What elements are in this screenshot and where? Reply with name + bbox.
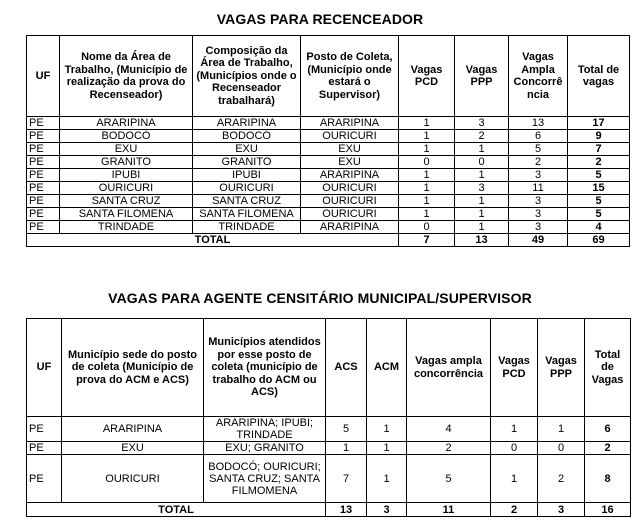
cell-ppp: 1 — [455, 208, 509, 221]
cell-area: TRINDADE — [60, 221, 193, 234]
header-vagas-ppp: Vagas PPP — [455, 36, 509, 117]
cell-ampla: 6 — [509, 130, 568, 143]
cell-acm: 1 — [367, 442, 407, 455]
cell-composicao: IPUBI — [193, 169, 301, 182]
cell-uf: PE — [27, 221, 60, 234]
cell-ampla: 4 — [407, 417, 491, 442]
cell-pcd: 1 — [399, 169, 455, 182]
recenseador-table — [26, 35, 630, 247]
cell-uf: PE — [27, 130, 60, 143]
table-row — [27, 182, 630, 195]
cell-uf: PE — [27, 156, 60, 169]
header-municipio-sede: Município sede do posto de coleta (Município de prova do ACM e ACS) — [62, 319, 204, 417]
total-pcd: 7 — [399, 234, 455, 247]
cell-posto: OURICURI — [301, 208, 399, 221]
header-area-trabalho: Nome da Área de Trabalho, (Município de realização da prova do Recenseador) — [60, 36, 193, 117]
total-label: TOTAL — [27, 503, 326, 517]
cell-total: 7 — [568, 143, 630, 156]
cell-total: 6 — [585, 417, 631, 442]
cell-uf: PE — [27, 182, 60, 195]
total-row — [27, 234, 630, 247]
header-uf: UF — [27, 319, 62, 417]
cell-area: IPUBI — [60, 169, 193, 182]
cell-uf: PE — [27, 208, 60, 221]
section2-title: VAGAS PARA AGENTE CENSITÁRIO MUNICIPAL/SUPERVISOR — [108, 290, 532, 306]
header-total-vagas: Total de vagas — [568, 36, 630, 117]
cell-uf: PE — [27, 143, 60, 156]
agente-censitario-table — [26, 318, 631, 517]
header-acs: ACS — [326, 319, 367, 417]
cell-composicao: OURICURI — [193, 182, 301, 195]
cell-posto: ARARIPINA — [301, 117, 399, 130]
header-total-vagas: Total de Vagas — [585, 319, 631, 417]
cell-ampla: 3 — [509, 208, 568, 221]
cell-ampla: 3 — [509, 169, 568, 182]
cell-ampla: 11 — [509, 182, 568, 195]
cell-ppp: 1 — [455, 195, 509, 208]
section1-title: VAGAS PARA RECENCEADOR — [216, 11, 424, 27]
header-posto-coleta: Posto de Coleta, (Município onde estará o Supervisor) — [301, 36, 399, 117]
table-row — [27, 417, 631, 442]
cell-composicao: EXU — [193, 143, 301, 156]
table-row — [27, 208, 630, 221]
table-header-row — [27, 36, 630, 117]
cell-area: ARARIPINA — [60, 117, 193, 130]
cell-posto: ARARIPINA — [301, 169, 399, 182]
cell-area: SANTA FILOMENA — [60, 208, 193, 221]
total-row — [27, 503, 631, 517]
cell-ppp: 1 — [455, 221, 509, 234]
table-row — [27, 130, 630, 143]
cell-total: 15 — [568, 182, 630, 195]
cell-pcd: 1 — [491, 455, 538, 503]
cell-total: 5 — [568, 208, 630, 221]
cell-ppp: 2 — [455, 130, 509, 143]
table-row — [27, 221, 630, 234]
total-vagas: 16 — [585, 503, 631, 517]
cell-acs: 7 — [326, 455, 367, 503]
cell-municipios-atendidos: ARARIPINA; IPUBI; TRINDADE — [204, 417, 326, 442]
cell-ppp: 1 — [455, 169, 509, 182]
cell-posto: OURICURI — [301, 130, 399, 143]
cell-posto: OURICURI — [301, 195, 399, 208]
cell-acm: 1 — [367, 417, 407, 442]
header-composicao: Composição da Área de Trabalho, (Municípios onde o Recenseador trabalhará) — [193, 36, 301, 117]
table-row — [27, 156, 630, 169]
total-ppp: 13 — [455, 234, 509, 247]
header-acm: ACM — [367, 319, 407, 417]
cell-municipio-sede: OURICURI — [62, 455, 204, 503]
cell-uf: PE — [27, 442, 62, 455]
cell-municipios-atendidos: EXU; GRANITO — [204, 442, 326, 455]
cell-ampla: 3 — [509, 195, 568, 208]
header-vagas-ampla: Vagas Ampla Concorrê ncia — [509, 36, 568, 117]
cell-ppp: 0 — [538, 442, 585, 455]
cell-composicao: BODOCÓ — [193, 130, 301, 143]
cell-ppp: 1 — [538, 417, 585, 442]
table-row — [27, 117, 630, 130]
cell-ampla: 5 — [509, 143, 568, 156]
total-ampla: 11 — [407, 503, 491, 517]
cell-total: 8 — [585, 455, 631, 503]
table-row — [27, 442, 631, 455]
header-vagas-pcd: Vagas PCD — [491, 319, 538, 417]
cell-composicao: SANTA CRUZ — [193, 195, 301, 208]
cell-ampla: 2 — [509, 156, 568, 169]
cell-posto: EXU — [301, 156, 399, 169]
total-acs: 13 — [326, 503, 367, 517]
cell-ampla: 13 — [509, 117, 568, 130]
cell-pcd: 1 — [399, 195, 455, 208]
cell-pcd: 1 — [399, 143, 455, 156]
cell-pcd: 0 — [491, 442, 538, 455]
cell-pcd: 0 — [399, 221, 455, 234]
total-label: TOTAL — [27, 234, 399, 247]
cell-uf: PE — [27, 455, 62, 503]
cell-composicao: GRANITO — [193, 156, 301, 169]
cell-municipio-sede: ARARIPINA — [62, 417, 204, 442]
cell-uf: PE — [27, 169, 60, 182]
table-row — [27, 169, 630, 182]
cell-municipio-sede: EXU — [62, 442, 204, 455]
total-acm: 3 — [367, 503, 407, 517]
total-vagas: 69 — [568, 234, 630, 247]
cell-uf: PE — [27, 195, 60, 208]
table-row — [27, 455, 631, 503]
header-vagas-ampla: Vagas ampla concorrência — [407, 319, 491, 417]
cell-uf: PE — [27, 417, 62, 442]
cell-municipios-atendidos: BODOCÓ; OURICURI; SANTA CRUZ; SANTA FILMOMENA — [204, 455, 326, 503]
cell-area: EXU — [60, 143, 193, 156]
cell-area: SANTA CRUZ — [60, 195, 193, 208]
cell-area: GRANITO — [60, 156, 193, 169]
table-row — [27, 195, 630, 208]
cell-total: 2 — [585, 442, 631, 455]
cell-pcd: 1 — [399, 208, 455, 221]
header-vagas-pcd: Vagas PCD — [399, 36, 455, 117]
cell-total: 2 — [568, 156, 630, 169]
table-row — [27, 143, 630, 156]
cell-area: OURICURI — [60, 182, 193, 195]
header-municipios-atendidos: Municípios atendidos por esse posto de coleta (município de trabalho do ACM ou ACS) — [204, 319, 326, 417]
cell-acs: 5 — [326, 417, 367, 442]
cell-posto: EXU — [301, 143, 399, 156]
cell-pcd: 1 — [399, 117, 455, 130]
cell-ppp: 1 — [455, 143, 509, 156]
cell-composicao: TRINDADE — [193, 221, 301, 234]
cell-ppp: 3 — [455, 182, 509, 195]
cell-area: BODOCÓ — [60, 130, 193, 143]
total-ampla: 49 — [509, 234, 568, 247]
cell-pcd: 1 — [491, 417, 538, 442]
cell-total: 5 — [568, 169, 630, 182]
cell-total: 9 — [568, 130, 630, 143]
total-ppp: 3 — [538, 503, 585, 517]
cell-total: 4 — [568, 221, 630, 234]
cell-ppp: 0 — [455, 156, 509, 169]
cell-total: 17 — [568, 117, 630, 130]
cell-ampla: 5 — [407, 455, 491, 503]
cell-composicao: ARARIPINA — [193, 117, 301, 130]
cell-acm: 1 — [367, 455, 407, 503]
table-header-row — [27, 319, 631, 417]
header-vagas-ppp: Vagas PPP — [538, 319, 585, 417]
cell-composicao: SANTA FILOMENA — [193, 208, 301, 221]
cell-ampla: 2 — [407, 442, 491, 455]
cell-posto: OURICURI — [301, 182, 399, 195]
cell-ppp: 2 — [538, 455, 585, 503]
cell-acs: 1 — [326, 442, 367, 455]
cell-pcd: 1 — [399, 130, 455, 143]
cell-ampla: 3 — [509, 221, 568, 234]
cell-uf: PE — [27, 117, 60, 130]
cell-pcd: 0 — [399, 156, 455, 169]
cell-total: 5 — [568, 195, 630, 208]
cell-ppp: 3 — [455, 117, 509, 130]
cell-posto: ARARIPINA — [301, 221, 399, 234]
cell-pcd: 1 — [399, 182, 455, 195]
total-pcd: 2 — [491, 503, 538, 517]
header-uf: UF — [27, 36, 60, 117]
